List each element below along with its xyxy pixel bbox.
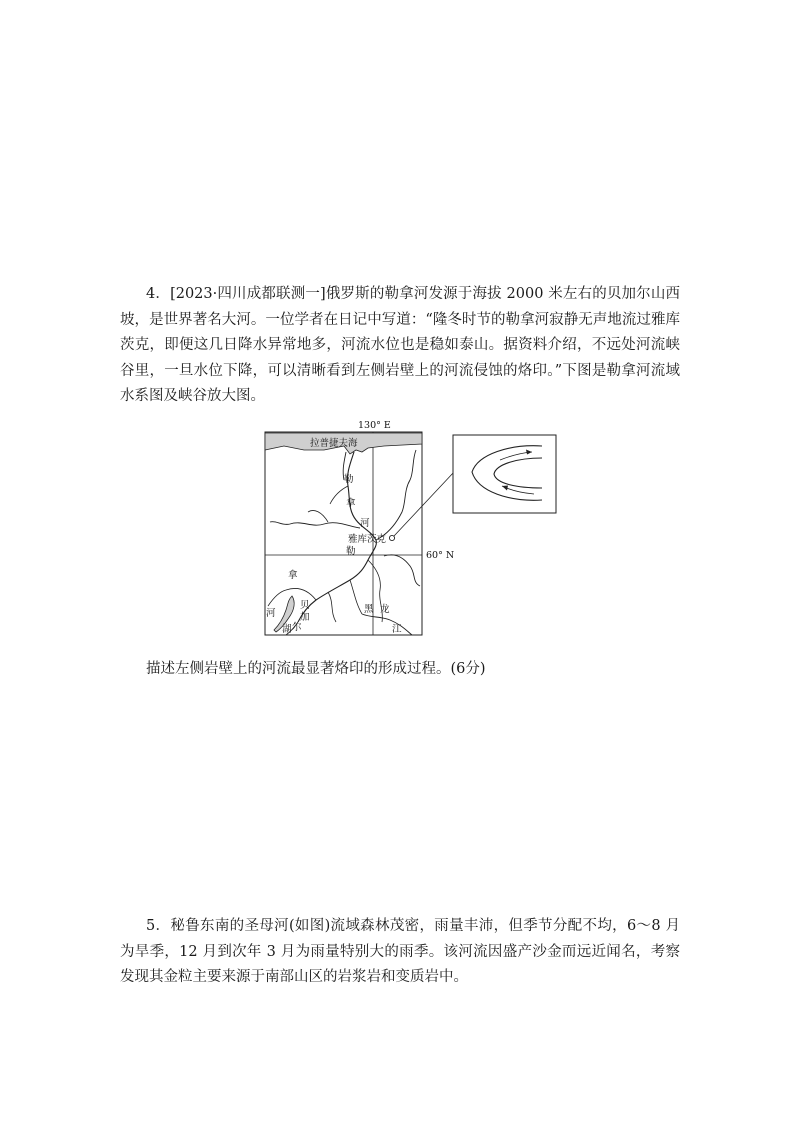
- question-4-source: [2023·四川成都联测一]: [170, 286, 326, 302]
- lena-basin-map-svg: [264, 416, 558, 640]
- amur-label-1: 黑: [364, 604, 374, 615]
- amur-river: [362, 614, 412, 635]
- question-4-instruction: 描述左侧岩壁上的河流最显著烙印的形成过程。(6分): [146, 661, 486, 677]
- lake-label-3: 尔: [292, 622, 302, 633]
- lena-river-map-figure: [264, 416, 558, 640]
- river-label-lower-3: 河: [266, 608, 276, 619]
- east-tributary-2: [384, 555, 420, 586]
- south-tributary-1: [350, 580, 362, 614]
- question-4-text: 俄罗斯的勒拿河发源于海拔 2000 米左右的贝加尔山西坡，是世界著名大河。一位学者在日记中写道：“隆冬时节的勒拿河寂静无声地流过雅库茨克，即便这几日降水异常地多，河流水位也是稳如泰山。据资料介绍，不远处河流峡谷里，一旦水位下降，可以清晰看到左侧岩壁上的河流侵蚀的烙印。”下图是勒拿河流域水系图及峡谷放大图。: [120, 286, 681, 404]
- yakutsk-marker: [389, 535, 394, 540]
- question-5-number: 5．: [146, 918, 171, 934]
- canyon-inset-border: [453, 435, 556, 513]
- lake-label-2: 加: [300, 612, 310, 623]
- east-tributary: [376, 450, 416, 540]
- river-label-upper-2: 拿: [346, 498, 356, 509]
- question-4-number: 4．: [146, 286, 171, 302]
- longitude-label: 130° E: [358, 420, 391, 431]
- lake-label-1: 贝: [300, 600, 310, 611]
- question-4: [120, 282, 680, 410]
- amur-label-3: 江: [392, 624, 402, 635]
- south-tributary-2: [328, 592, 336, 622]
- question-5: [120, 914, 680, 991]
- inset-leader-line: [394, 472, 454, 536]
- city-label: 雅库茨克: [348, 534, 387, 545]
- lake-label-4: 湖: [282, 624, 292, 635]
- question-5-text: 秘鲁东南的圣母河(如图)流域森林茂密，雨量丰沛，但季节分配不均，6～8 月为旱季，12 月到次年 3 月为雨量特别大的雨季。该河流因盛产沙金而远近闻名，考察发现其金粒主要来源于南部山区的岩浆岩和变质岩中。: [120, 918, 680, 985]
- river-label-upper-3: 河: [360, 518, 370, 529]
- sea-label: 拉普捷夫海: [310, 438, 358, 449]
- river-label-lower-2: 拿: [288, 570, 298, 581]
- latitude-label: 60° N: [426, 550, 455, 561]
- amur-label-2: 龙: [380, 604, 390, 615]
- question-4-stem: [120, 282, 680, 410]
- river-label-upper-1: 勒: [344, 474, 354, 485]
- question-5-stem: [120, 914, 680, 991]
- river-label-lower-1: 勒: [346, 546, 356, 557]
- west-tributary-2: [308, 510, 328, 522]
- west-tributary: [270, 522, 360, 528]
